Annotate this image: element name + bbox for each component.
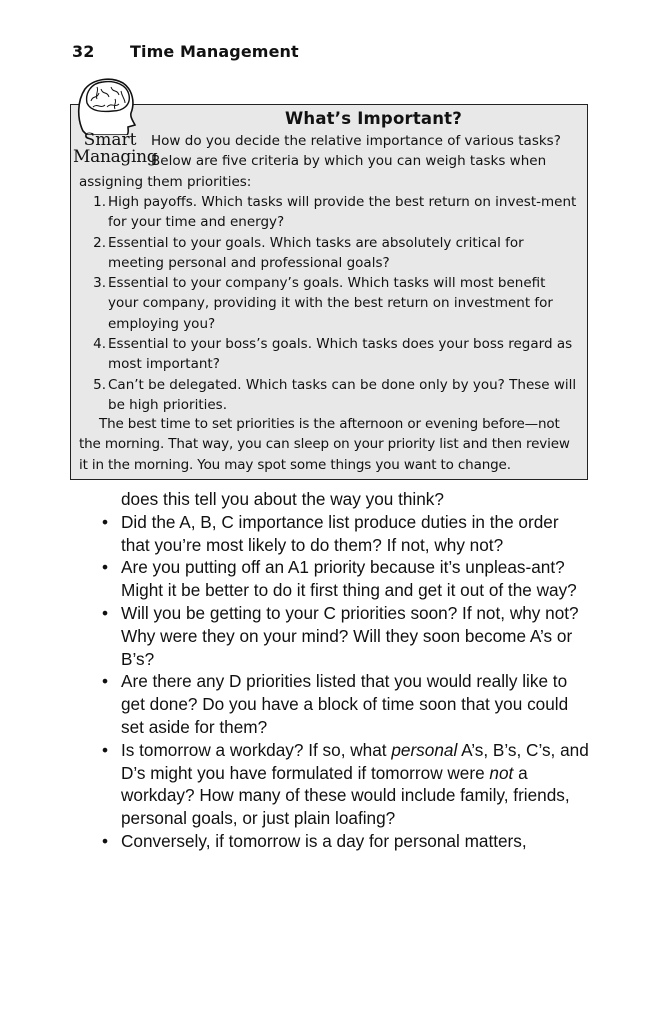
bullet-text: a workday? How many of these would include family, friends, personal goals, or just plain loafing? bbox=[121, 762, 570, 829]
criteria-text: Essential to your company’s goals. Which tasks will most benefit your company, providing it with the best return on investment for employing you? bbox=[108, 275, 553, 332]
sidebar-intro-text: How do you decide the relative importance of various tasks? Below are five criteria by which you can weigh tasks when assigning them priorities: bbox=[79, 133, 561, 190]
brain-head-icon bbox=[73, 75, 139, 135]
logo-word-managing: Managing bbox=[73, 147, 158, 167]
criteria-text: Essential to your boss’s goals. Which tasks does your boss regard as most important? bbox=[108, 336, 573, 373]
continuation-line: does this tell you about the way you think? bbox=[121, 489, 444, 509]
bullet-text: Is tomorrow a workday? If so, what bbox=[121, 739, 392, 760]
bullet-item: • Are you putting off an A1 priority because it’s unpleas-ant? Might it be better to do it first thing and get it out of the way? bbox=[101, 556, 591, 602]
bullet-item bbox=[101, 739, 591, 830]
body-text bbox=[101, 488, 591, 853]
smart-managing-sidebar bbox=[70, 104, 588, 480]
criteria-list bbox=[79, 192, 579, 415]
bullet-item: • Conversely, if tomorrow is a day for personal matters, bbox=[101, 830, 591, 853]
criteria-item bbox=[79, 334, 579, 375]
criteria-number: 4. bbox=[93, 336, 106, 353]
criteria-number: 1. bbox=[93, 194, 106, 210]
criteria-text: Can’t be delegated. Which tasks can be done only by you? These will be high priorities. bbox=[108, 376, 577, 413]
running-title: Time Management bbox=[130, 42, 299, 61]
criteria-item bbox=[79, 273, 579, 334]
sidebar-intro bbox=[79, 131, 581, 192]
bullet-item: • Did the A, B, C importance list produce duties in the order that you’re most likely to do them? If not, why not? bbox=[101, 511, 591, 557]
sidebar-title: What’s Important? bbox=[285, 109, 463, 128]
emphasis-not: not bbox=[489, 762, 514, 783]
criteria-item bbox=[79, 375, 579, 416]
emphasis-personal: personal bbox=[391, 739, 458, 760]
page-number: 32 bbox=[72, 42, 95, 61]
bullet-text: A’s, B’s, C’s, and D’s might you have formulated if tomorrow were bbox=[121, 739, 589, 783]
criteria-item bbox=[79, 233, 579, 274]
running-header bbox=[72, 42, 299, 61]
criteria-text: High payoffs. Which tasks will provide the best return on invest-ment for your time and energy? bbox=[108, 194, 577, 231]
logo-word-smart: Smart bbox=[83, 130, 137, 150]
criteria-number: 3. bbox=[93, 275, 106, 292]
bullet-item: • Will you be getting to your C priorities soon? If not, why not? Why were they on your mind? Will they soon become A’s or B’s? bbox=[101, 602, 591, 670]
criteria-number: 5. bbox=[93, 376, 106, 393]
criteria-text: Essential to your goals. Which tasks are absolutely critical for meeting personal and professional goals? bbox=[108, 234, 524, 271]
criteria-number: 2. bbox=[93, 234, 106, 251]
criteria-item bbox=[79, 192, 579, 233]
sidebar-closing-paragraph: The best time to set priorities is the afternoon or evening before—not the morning. That way, you can sleep on your priority list and then review it in the morning. You may spot some things you want to change. bbox=[79, 416, 570, 473]
bullet-item: • Are there any D priorities listed that you would really like to get done? Do you have a block of time soon that you could set aside for them? bbox=[101, 670, 591, 738]
question-bullet-list bbox=[101, 511, 591, 853]
